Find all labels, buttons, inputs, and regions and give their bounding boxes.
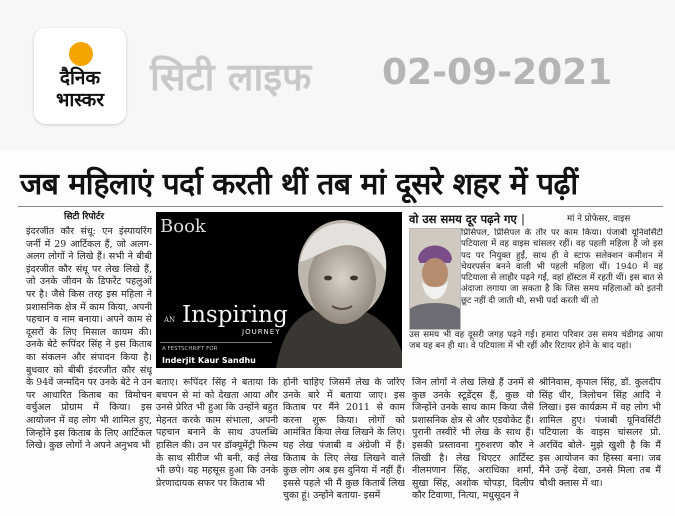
sun-icon xyxy=(69,42,93,66)
quote-separator: | xyxy=(520,212,526,226)
book-divider xyxy=(160,342,272,343)
book-tagline: A FESTSCHRIFT FOR xyxy=(162,346,218,352)
logo-line1: दैनिक xyxy=(59,67,101,89)
column-text: श्रीनिवास, कृपाल सिंह, डॉ. कुलदीप सिंह धीर, त्रिलोचन सिंह आदि ने लिखा। इस कार्यक्रम में वह लोग भी शामिल हुए। पंजाबी यूनिवर्सिटी पटियाला के वाइस चांसलर प्रो. अरविंद बोले- मुझे खुशी है कि मैं इस आयोजन का हिस्सा बना। जब मैंने उन्हें देखा, उनसे मिला तब मैं चौथी क्लास में था। xyxy=(539,377,661,489)
son-portrait-photo xyxy=(409,228,461,330)
book-author: Inderjit Kaur Sandhu xyxy=(162,356,256,365)
quote-title-text: वो उस समय दूर पढ़ने गए xyxy=(409,212,517,226)
dainik-bhaskar-logo[interactable] xyxy=(34,28,126,124)
section-name: सिटी लाइफ xyxy=(150,55,312,99)
headline-divider xyxy=(18,206,663,207)
article-column-3 xyxy=(283,377,405,511)
column-text: होनी चाहिए जिसमें लेख के जरिए उनके बारे में बताया जाए। इस किताब पर मैंने 2011 से काम करना शुरू किया। लोगों को आमंत्रित किया लेख लिखने के लिए। यह लेख पंजाबी व अंग्रेजी में हैं। किताब के लिए लेख लिखने वाले कुछ लोग अब इस दुनिया में नहीं हैं। इससे पहले भी मैं कुछ किताबें लिख चुका हूं। उन्होंने बताया- इसमें xyxy=(283,377,405,502)
column-text: इंदरजीत कौर संधू: एन इंस्पायरिंग जर्नी में 29 आर्टिकल हैं, जो अलग-अलग लोगों ने लिखे हैं। सभी ने बीबी इंदरजीत कौर संधू पर लेख लिखे हैं, जो उनके जीवन के डिफरेंट पहलुओं पर है। जैसे किस तरह इस महिला ने प्रशासनिक क्षेत्र में काम किया, अपनी पहचान व नाम बनाया। अपने काम से दूसरों के लिए मिसाल कायम की। उनके बेटे रूपिंदर सिंह ने इस किताब का संकलन और संपादन किया है। बुधवार को बीबी इंदरजीत कौर संधू के 94वें जन्मदिन पर उनके बेटे ने उन पर आधारित किताब का विमोचन वर्चुअल प्रोग्राम में किया। इस आयोजन में वह लोग भी शामिल हुए, जिन्होंने इस किताब के लिए आर्टिकल लिखे। कुछ लोगों ने अपने अनुभव भी xyxy=(26,226,152,452)
quote-title xyxy=(409,212,525,227)
newspaper-clipping xyxy=(0,150,675,516)
book-title: Inspiring xyxy=(182,302,288,328)
portrait-illustration xyxy=(410,229,460,329)
column-text: जिन लोगों ने लेख लिखे हैं उनमें से कुछ उनके स्टूडेंट्स हैं, कुछ वो जिन्होंने उनके साथ काम किया जैसे प्रशासनिक क्षेत्र से और एडवोकेट हैं। पुरानी तस्वीरें भी लेख के साथ हैं। इसकी प्रस्तावना गुरुशरण कौर ने लिखी है। लेख थिएटर आर्टिस्ट नीलमणान सिंह, अराधिका शर्मा, सुखा सिंह, अशोक चोपड़ा, दिलीप कौर टिवाणा, नित्या, मधुसूदन ने xyxy=(412,377,534,502)
article-column-1 xyxy=(26,226,152,511)
book-subtitle: JOURNEY xyxy=(242,328,281,336)
article-headline: जब महिलाएं पर्दा करती थीं तब मां दूसरे शहर में पढ़ीं xyxy=(20,167,578,202)
quote-text-tail: उस समय भी वह दूसरी जगह पढ़ने गईं। हमारा परिवार उस समय चंडीगढ़ आया जब यह बन ही था। वे पटियाला में भी रहीं और रिटायर होने के बाद यहां। xyxy=(409,330,663,352)
book-title-article: AN xyxy=(164,316,176,324)
article-column-2 xyxy=(156,377,278,511)
quote-text-first: मां ने प्रोफेसर, वाइस xyxy=(567,214,631,224)
book-cover-image xyxy=(156,212,402,368)
article-column-4 xyxy=(412,377,534,511)
quote-text: प्रिंसिपल, प्रिंसिपल के तौर पर काम किया। पंजाबी यूनिवर्सिटी पटियाला में वह वाइस चांसलर रहीं। वह पहली महिला हैं जो इस पद पर नियुक्त हुईं, साथ ही वे स्टाफ सलेक्शन कमीशन में चेयरपर्सन बनने वाली भी पहली महिला थीं। 1940 में वह पटियाला से लाहौर पढ़ने गईं, वहां हॉस्टल में रहती थीं। इस बात से अंदाजा लगाया जा सकता है कि जिस समय महिलाओं को इतनी छूट नहीं दी जाती थी, सभी पर्दा करती थीं तो xyxy=(461,228,663,306)
article-column-5 xyxy=(539,377,661,511)
quote-box xyxy=(405,212,663,370)
book-label: Book xyxy=(160,216,206,237)
byline: सिटी रिपोर्टर xyxy=(64,212,105,222)
page-header xyxy=(0,0,675,150)
edition-date: 02-09-2021 xyxy=(382,52,613,93)
column-text: बताए। रूपिंदर सिंह ने बताया कि बचपन से मां को देखता आया और उनसे प्रेरित भी हुआ कि उन्होंने बहुत मेहनत करके काम संभाला, अपनी पहचान बनाने के साथ उपलब्धि हासिल की। उन पर डॉक्यूमेंट्री फिल्म के साथ सीरीज भी बनी, कई लेख भी छपे। यह महसूस हुआ कि उनके प्रेरणादायक सफर पर किताब भी xyxy=(156,377,278,489)
logo-line2: भास्कर xyxy=(55,89,105,111)
